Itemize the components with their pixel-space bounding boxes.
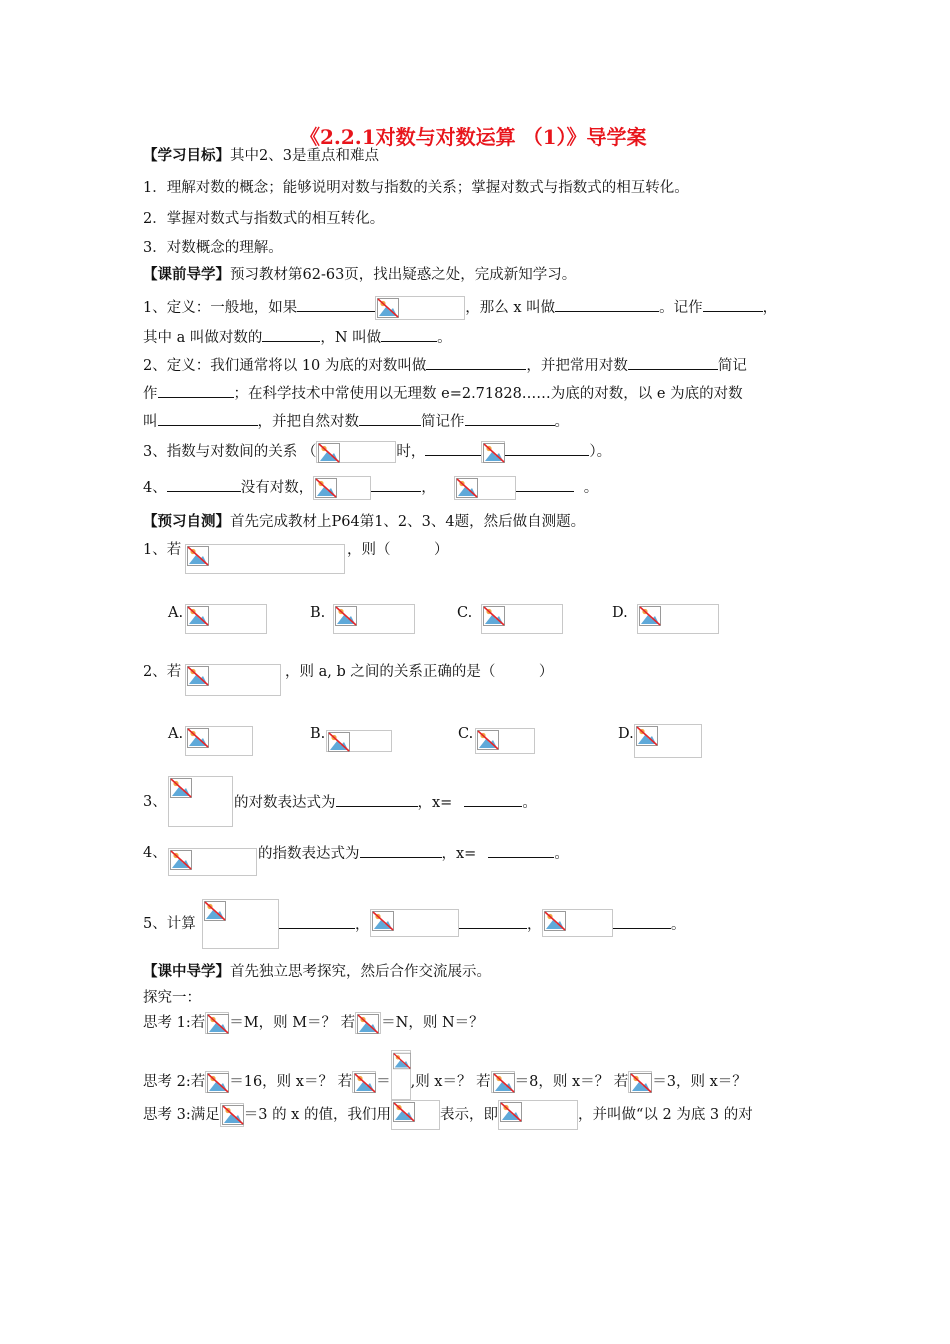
inclass-intro: 首先独立思考探究，然后合作交流展示。	[230, 964, 491, 980]
goal-item: 1．理解对数的概念；能够说明对数与指数的关系；掌握对数式与指数式的相互转化。	[143, 180, 689, 196]
formula-image	[220, 1103, 244, 1127]
option-label: A.	[168, 726, 184, 742]
formula-image	[491, 1071, 515, 1093]
text: 思考 2:若	[143, 1074, 206, 1090]
text: 。	[671, 917, 686, 933]
answer-blank[interactable]	[158, 383, 234, 398]
answer-blank[interactable]	[628, 355, 718, 370]
text: 1、若	[143, 542, 182, 558]
answer-blank[interactable]	[464, 792, 522, 807]
preview-q2-line2	[143, 383, 743, 404]
think-1	[143, 1012, 484, 1034]
text: ＝3 的 x 的值，我们用	[243, 1107, 391, 1123]
answer-blank[interactable]	[555, 297, 659, 312]
answer-blank[interactable]	[703, 297, 763, 312]
formula-image	[391, 1050, 411, 1100]
text: ，并把自然对数	[257, 414, 359, 430]
text: 叫	[143, 414, 158, 430]
formula-image	[326, 730, 392, 752]
text: ；在科学技术中常使用以无理数 e=2.71828……为底的对数，以 e 为底的对数	[233, 386, 743, 402]
option-label: B.	[310, 605, 326, 621]
text: 。	[522, 795, 537, 811]
selftest-q1	[143, 540, 181, 560]
formula-image	[185, 604, 267, 634]
answer-blank[interactable]	[426, 355, 526, 370]
formula-image	[205, 1012, 229, 1034]
preview-heading: 【课前导学】	[143, 266, 230, 283]
text: 的指数表达式为	[258, 846, 360, 862]
answer-blank[interactable]	[336, 792, 418, 807]
text: ，并把常用对数	[526, 358, 628, 374]
page-title: 《2.2.1对数与对数运算 （1）》导学案	[300, 125, 647, 149]
answer-blank[interactable]	[488, 843, 554, 858]
text: 简记	[717, 358, 747, 374]
formula-image	[498, 1100, 578, 1130]
text: ＝3，则 x＝？	[652, 1074, 747, 1090]
answer-blank[interactable]	[279, 914, 355, 929]
text: 表示，即	[439, 1107, 498, 1123]
answer-blank[interactable]	[359, 411, 421, 426]
text: 4、	[143, 480, 167, 496]
inclass-heading: 【课中导学】	[143, 963, 230, 980]
answer-blank[interactable]	[158, 411, 258, 426]
text: ，	[355, 917, 370, 933]
text: ，	[527, 917, 542, 933]
goals-heading: 【学习目标】	[143, 147, 230, 164]
think-2	[143, 1050, 747, 1100]
text: ＝8，则 x＝？ 若	[514, 1074, 629, 1090]
formula-image	[375, 296, 465, 320]
text: 3、指数与对数间的关系 （	[143, 444, 317, 460]
answer-blank[interactable]	[425, 441, 481, 456]
answer-blank[interactable]	[381, 327, 437, 342]
selftest-heading: 【预习自测】	[143, 513, 230, 530]
formula-image	[542, 909, 613, 937]
preview-q3	[143, 441, 611, 463]
formula-image	[316, 441, 396, 463]
text: 。记作	[659, 300, 703, 316]
preview-line	[143, 265, 576, 285]
text: ，x=	[417, 795, 453, 811]
formula-image	[185, 544, 345, 574]
text: 。	[437, 330, 452, 346]
preview-q2-line1	[143, 355, 747, 376]
text: 1、定义：一般地，如果	[143, 300, 298, 316]
formula-image	[168, 776, 233, 827]
option-label: C.	[457, 605, 473, 621]
text: 思考 3:满足	[143, 1107, 220, 1123]
formula-image	[481, 441, 505, 463]
text: ，x=	[441, 846, 477, 862]
formula-image	[185, 726, 253, 756]
formula-image	[628, 1071, 652, 1093]
selftest-q5c	[613, 914, 686, 935]
formula-image	[391, 1100, 440, 1130]
text: ）。	[589, 444, 612, 460]
selftest-q2-tail: ，则 a, b 之间的关系正确的是（ ）	[285, 664, 554, 680]
answer-blank[interactable]	[459, 914, 527, 929]
formula-image	[634, 724, 702, 758]
text: ，	[762, 300, 778, 316]
selftest-q1-tail: ，则（ ）	[347, 542, 449, 558]
selftest-q3	[234, 792, 537, 813]
formula-image	[481, 604, 563, 634]
text: ＝M，则 M＝？ 若	[229, 1015, 356, 1031]
text: 时，	[396, 444, 426, 460]
preview-q1-line2	[143, 327, 452, 348]
answer-blank[interactable]	[262, 327, 320, 342]
preview-intro: 预习教材第62-63页，找出疑惑之处，完成新知学习。	[230, 267, 577, 283]
formula-image	[637, 604, 719, 634]
selftest-line	[143, 512, 585, 532]
formula-image	[168, 848, 257, 876]
text: ，	[421, 480, 436, 496]
answer-blank[interactable]	[505, 441, 589, 456]
text: 思考 1:若	[143, 1015, 206, 1031]
preview-q1-line1	[143, 296, 777, 320]
selftest-q4-label: 4、	[143, 845, 167, 861]
answer-blank[interactable]	[297, 297, 375, 312]
goal-item: 3．对数概念的理解。	[143, 240, 283, 256]
formula-image	[370, 909, 459, 937]
text: ＝16，则 x＝？ 若	[229, 1074, 353, 1090]
inclass-line	[143, 962, 491, 982]
option-label: D.	[612, 605, 628, 621]
text: ＝	[376, 1074, 391, 1090]
text: 的对数表达式为	[234, 795, 336, 811]
answer-blank[interactable]	[371, 477, 421, 492]
goal-item: 2．掌握对数式与指数式的相互转化。	[143, 211, 385, 227]
formula-image	[352, 1071, 376, 1093]
answer-blank[interactable]	[167, 477, 241, 492]
think-3	[143, 1100, 753, 1130]
text: 。	[554, 846, 569, 862]
text: 作	[143, 386, 158, 402]
text: ，并叫做“以 2 为底 3 的对	[577, 1107, 753, 1123]
formula-image	[313, 476, 371, 500]
goals-note: 其中2、3是重点和难点	[230, 148, 379, 164]
formula-image	[475, 728, 535, 754]
selftest-q2: 2、若	[143, 664, 182, 680]
text: ,则 x＝？ 若	[410, 1074, 491, 1090]
selftest-q5	[279, 914, 370, 935]
option-label: B.	[310, 726, 326, 742]
option-label: D.	[618, 726, 634, 742]
text: 其中 a 叫做对数的	[143, 330, 263, 346]
answer-blank[interactable]	[613, 914, 671, 929]
text: ，N 叫做	[320, 330, 382, 346]
formula-image	[355, 1012, 381, 1034]
preview-q4	[143, 476, 598, 500]
option-label: A.	[168, 605, 184, 621]
text: 简记作	[421, 414, 465, 430]
selftest-q5-label: 5、计算	[143, 916, 196, 932]
text: ，那么 x 叫做	[465, 300, 556, 316]
answer-blank[interactable]	[516, 477, 574, 492]
text: ＝N，则 N＝？	[381, 1015, 484, 1031]
option-label: C.	[458, 726, 474, 742]
formula-image	[454, 476, 516, 500]
text: 2、定义：我们通常将以 10 为底的对数叫做	[143, 358, 427, 374]
selftest-q5b	[459, 914, 542, 935]
text: 没有对数，	[240, 480, 314, 496]
answer-blank[interactable]	[465, 411, 555, 426]
formula-image	[205, 1071, 229, 1093]
text: 。	[583, 480, 599, 496]
formula-image	[185, 664, 281, 696]
formula-image	[202, 899, 279, 949]
formula-image	[333, 604, 415, 634]
explore-label: 探究一：	[143, 990, 201, 1006]
selftest-intro: 首先完成教材上P64第1、2、3、4题，然后做自测题。	[230, 514, 586, 530]
preview-q2-line3	[143, 411, 569, 432]
selftest-q3-label: 3、	[143, 794, 167, 810]
text: 。	[554, 414, 569, 430]
selftest-q4	[258, 843, 569, 864]
answer-blank[interactable]	[360, 843, 442, 858]
goals-line	[143, 146, 379, 166]
